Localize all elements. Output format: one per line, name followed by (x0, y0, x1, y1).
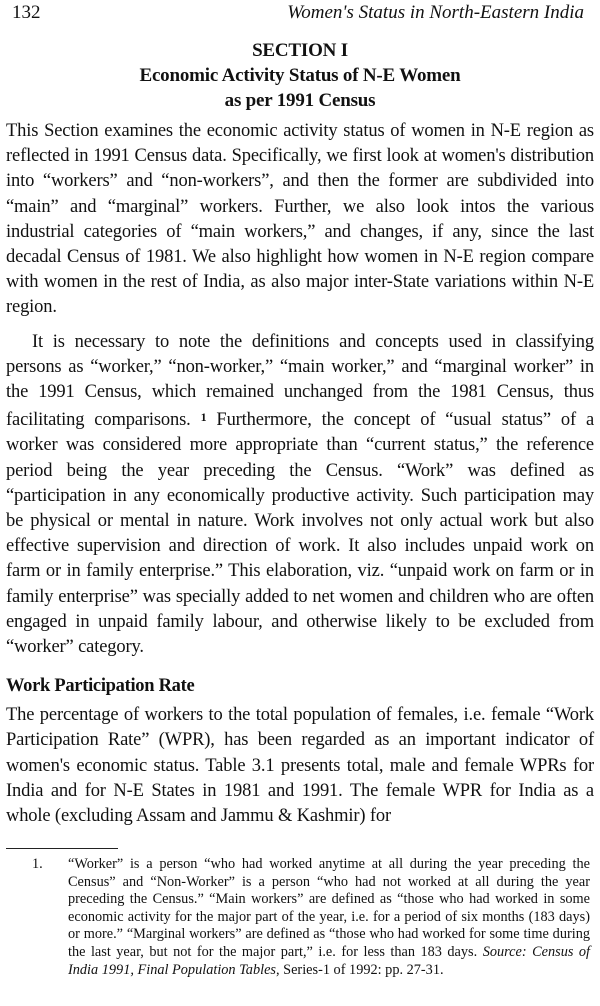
paragraph-definitions (6, 330, 594, 661)
subheading-work-participation-rate: Work Participation Rate (6, 676, 195, 697)
section-title-line2: as per 1991 Census (224, 90, 376, 111)
paragraph-intro: This Section examines the economic activity status of women in N-E region as reflected in 1991 Census data. Specifically, we first look at women's distribution into “workers” and “non-workers”, and then the former are subdivided into “main” and “marginal” workers. Further, we also look intos the various industrial categories of “main workers,” and changes, if any, since the last decadal Census of 1981. We also highlight how women in N-E region compare with women in the rest of India, as also major inter-State variations within N-E region. (6, 121, 594, 318)
footnote-reference[interactable]: 1 (200, 410, 207, 425)
running-head (6, 0, 594, 28)
footnote-source-rest: , Series-1 of 1992: pp. 27-31. (275, 961, 444, 978)
footnote (6, 856, 590, 979)
section-title-line1: Economic Activity Status of N-E Women (139, 65, 461, 86)
footnote-source-label: Source: Census of India 1991, Final Population Tables (68, 943, 590, 978)
footnote-divider (6, 848, 118, 849)
paragraph-definitions-part1: It is necessary to note the definitions and concepts used in classifying persons as “worker,” “non-worker,” “main worker,” and “marginal worker” in the 1991 Census, which remained unchanged from the 1981 Census, thus facilitating comparisons. (6, 331, 594, 431)
footnote-main-text: “Worker” is a person “who had worked anytime at all during the year preceding the Census” and “Non-Worker” is a person “who had not worked at all during the year preceding the Census.” “Main workers” are defined as “those who had worked in some economic activity for the major part of the year, i.e. for a period of six months (183 days) or more.” “Marginal workers” are defined as “those who had worked for some time during the last year, but not for the major part,” i.e. for less than 183 days. (68, 856, 590, 960)
paragraph-definitions-part2: Furthermore, the concept of “usual status” of a worker was considered more appropriate than “current status,” the reference period being the year preceding the Census. “Work” was defined as “participation in any economically productive activity. Such participation may be physical or mental in nature. Work involves not only actual work but also effective supervision and direction of work. It also includes unpaid work on farm or in family enterprise.” This elaboration, viz. “unpaid work on farm or in family enterprise” was specially added to net women and children who are often engaged in unpaid family labour, and otherwise likely to be excluded from “worker” category. (6, 410, 594, 658)
page-number: 132 (12, 2, 41, 23)
section-heading (6, 38, 594, 113)
footnote-number: 1. (32, 856, 43, 872)
footnote-text (68, 856, 590, 979)
running-title: Women's Status in North-Eastern India (287, 2, 584, 23)
paragraph-wpr: The percentage of workers to the total population of females, i.e. female “Work Participation Rate” (WPR), has been regarded as an important indicator of women's economic status. Table 3.1 presents total, male and female WPRs for India and for N-E States in 1981 and 1991. The female WPR for India as a whole (excluding Assam and Jammu & Kashmir) for (6, 705, 594, 827)
section-label: SECTION I (252, 40, 348, 61)
